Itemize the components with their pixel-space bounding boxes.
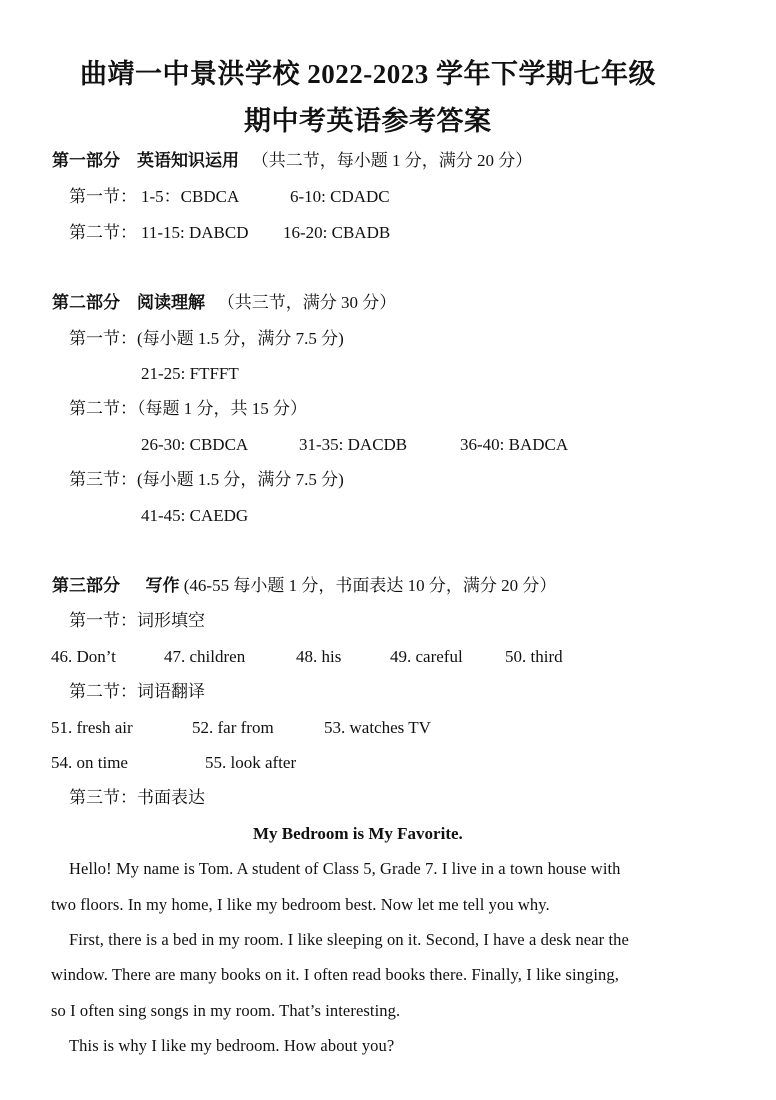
- answer-item: 48. his: [296, 647, 342, 666]
- answer-item: 55. look after: [205, 753, 297, 772]
- part2-section1-note: (每小题 1.5 分，满分 7.5 分): [137, 329, 344, 348]
- answer-group: 21-25: FTFFT: [141, 364, 239, 383]
- essay-title: My Bedroom is My Favorite.: [253, 824, 463, 843]
- answer-item: 51. fresh air: [51, 718, 133, 737]
- essay-line: two floors. In my home, I like my bedroom best. Now let me tell you why.: [51, 895, 550, 914]
- answer-group: 1-5：CBDCA: [141, 187, 240, 206]
- title-line-1: 曲靖一中景洪学校 2022-2023 学年下学期七年级: [80, 59, 656, 89]
- answer-item: 49. careful: [390, 647, 463, 666]
- answer-item: 50. third: [505, 647, 563, 666]
- part2-section1: [69, 328, 344, 350]
- part2-section2-label: 第二节：: [69, 399, 137, 418]
- part2-section2: [69, 398, 307, 420]
- part3-name: 写作: [145, 576, 180, 595]
- essay-line: First, there is a bed in my room. I like sleeping on it. Second, I have a desk near the: [69, 930, 629, 949]
- part2-section3: [69, 469, 344, 491]
- part3-heading: 第三部分: [52, 576, 120, 595]
- part2-note: （共三节，满分 30 分）: [217, 293, 397, 312]
- answer-item: 47. children: [164, 647, 246, 666]
- essay-line: This is why I like my bedroom. How about you?: [69, 1036, 395, 1055]
- part1-section1-label: 第一节：: [69, 187, 137, 206]
- answer-group: 41-45: CAEDG: [141, 506, 249, 525]
- part1-section2-label: 第二节：: [69, 223, 137, 242]
- part2-name: 阅读理解: [137, 293, 205, 312]
- part1-heading: 第一部分: [52, 151, 120, 170]
- essay-line: window. There are many books on it. I often read books there. Finally, I like singing,: [51, 965, 619, 984]
- answer-group: 16-20: CBADB: [283, 223, 391, 242]
- part3-header: [52, 575, 556, 597]
- title-line-2: 期中考英语参考答案: [244, 106, 492, 136]
- answer-item: 54. on time: [51, 753, 128, 772]
- essay-line: Hello! My name is Tom. A student of Class 5, Grade 7. I live in a town house with: [69, 859, 621, 878]
- answer-item: 52. far from: [192, 718, 274, 737]
- part3-section1-label: 第一节：词形填空: [69, 611, 205, 630]
- part1-note: （共二节，每小题 1 分，满分 20 分）: [251, 151, 533, 170]
- part2-section1-label: 第一节：: [69, 329, 137, 348]
- essay-line: so I often sing songs in my room. That’s interesting.: [51, 1001, 401, 1020]
- part2-section2-note: （每题 1 分，共 15 分）: [137, 399, 307, 418]
- answer-group: 36-40: BADCA: [460, 435, 569, 454]
- part3-section2-label: 第二节：词语翻译: [69, 682, 205, 701]
- answer-item: 46. Don’t: [51, 647, 116, 666]
- part2-heading: 第二部分: [52, 293, 120, 312]
- part2-section3-label: 第三节：: [69, 470, 137, 489]
- part3-section3-label: 第三节：书面表达: [69, 788, 205, 807]
- answer-group: 11-15: DABCD: [141, 223, 249, 242]
- answer-item: 53. watches TV: [324, 718, 431, 737]
- answer-group: 31-35: DACDB: [299, 435, 408, 454]
- part2-header: [52, 292, 396, 314]
- answer-group: 6-10: CDADC: [290, 187, 390, 206]
- answer-group: 26-30: CBDCA: [141, 435, 249, 454]
- part1-header: [52, 150, 532, 172]
- part1-name: 英语知识运用: [137, 151, 239, 170]
- part3-note: (46-55 每小题 1 分，书面表达 10 分，满分 20 分）: [183, 576, 557, 595]
- part2-section3-note: (每小题 1.5 分，满分 7.5 分): [137, 470, 344, 489]
